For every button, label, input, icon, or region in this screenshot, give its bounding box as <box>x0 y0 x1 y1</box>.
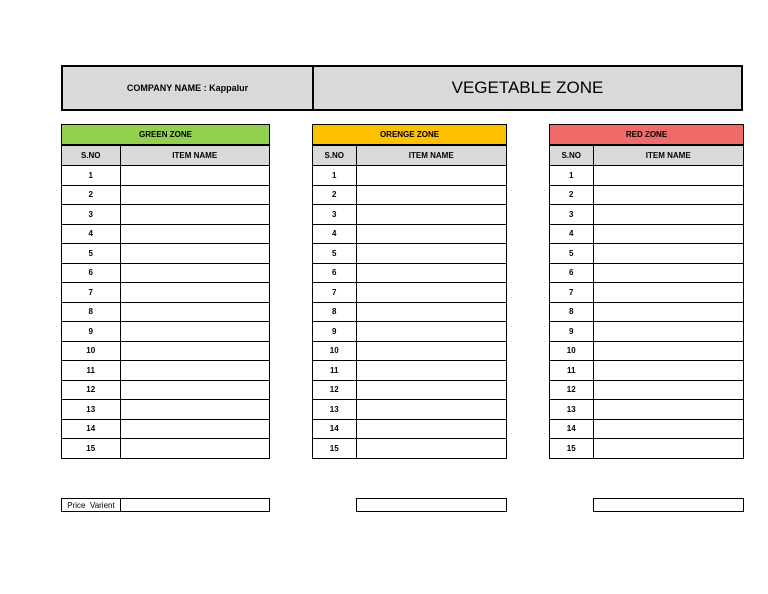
item-name-cell[interactable] <box>356 361 506 381</box>
sno-cell: 1 <box>313 166 356 186</box>
sno-cell: 4 <box>313 224 356 244</box>
table-row <box>550 185 743 205</box>
table-row <box>550 263 743 283</box>
item-name-cell[interactable] <box>356 244 506 264</box>
sno-cell: 12 <box>550 380 593 400</box>
sno-cell: 5 <box>313 244 356 264</box>
sno-cell: 10 <box>550 341 593 361</box>
table-row <box>313 224 506 244</box>
item-name-cell[interactable] <box>593 263 743 283</box>
table-row <box>313 283 506 303</box>
table-row <box>550 400 743 420</box>
table-row <box>550 244 743 264</box>
sno-cell: 11 <box>62 361 120 381</box>
sno-cell: 6 <box>550 263 593 283</box>
table-row <box>550 419 743 439</box>
table-row <box>550 166 743 186</box>
page-title: VEGETABLE ZONE <box>451 78 604 97</box>
sno-cell: 12 <box>313 380 356 400</box>
item-name-cell[interactable] <box>356 322 506 342</box>
item-name-cell[interactable] <box>120 302 269 322</box>
item-name-cell[interactable] <box>356 224 506 244</box>
table-row <box>313 341 506 361</box>
item-name-cell[interactable] <box>120 439 269 459</box>
sno-cell: 2 <box>62 185 120 205</box>
item-name-cell[interactable] <box>356 302 506 322</box>
table-row <box>62 224 269 244</box>
sno-cell: 9 <box>313 322 356 342</box>
item-name-cell[interactable] <box>356 380 506 400</box>
table-row <box>62 322 269 342</box>
table-row <box>62 205 269 225</box>
price-varient-label: Price Varient <box>61 498 120 512</box>
table-row <box>313 380 506 400</box>
table-row <box>550 439 743 459</box>
item-name-cell[interactable] <box>120 283 269 303</box>
green-zone-table <box>61 124 270 459</box>
item-name-cell[interactable] <box>593 283 743 303</box>
table-row <box>550 302 743 322</box>
table-row <box>313 185 506 205</box>
sno-cell: 15 <box>550 439 593 459</box>
table-row <box>62 244 269 264</box>
table-row <box>313 205 506 225</box>
sno-cell: 9 <box>62 322 120 342</box>
item-name-cell[interactable] <box>120 361 269 381</box>
item-name-cell[interactable] <box>356 341 506 361</box>
item-name-cell[interactable] <box>356 400 506 420</box>
item-name-cell[interactable] <box>120 224 269 244</box>
sno-cell: 4 <box>62 224 120 244</box>
table-row <box>62 439 269 459</box>
item-name-header: ITEM NAME <box>120 146 269 166</box>
sno-cell: 15 <box>62 439 120 459</box>
item-name-header: ITEM NAME <box>593 146 743 166</box>
sno-cell: 8 <box>313 302 356 322</box>
item-name-cell[interactable] <box>120 166 269 186</box>
table-row <box>550 224 743 244</box>
sno-cell: 14 <box>313 419 356 439</box>
zone-title: ORENGE ZONE <box>313 125 506 145</box>
company-name: COMPANY NAME : Kappalur <box>63 67 314 109</box>
item-name-cell[interactable] <box>356 263 506 283</box>
item-name-cell[interactable] <box>593 302 743 322</box>
sno-cell: 5 <box>550 244 593 264</box>
sno-header: S.NO <box>550 146 593 166</box>
sno-cell: 8 <box>62 302 120 322</box>
item-name-cell[interactable] <box>356 283 506 303</box>
sno-cell: 3 <box>313 205 356 225</box>
item-name-cell[interactable] <box>120 419 269 439</box>
sno-cell: 11 <box>313 361 356 381</box>
table-row <box>313 166 506 186</box>
item-name-cell[interactable] <box>593 341 743 361</box>
item-name-cell[interactable] <box>120 185 269 205</box>
item-name-cell[interactable] <box>356 166 506 186</box>
table-row <box>62 419 269 439</box>
sno-cell: 1 <box>62 166 120 186</box>
item-name-cell[interactable] <box>593 166 743 186</box>
table-row <box>550 283 743 303</box>
table-row <box>62 302 269 322</box>
sno-cell: 8 <box>550 302 593 322</box>
price-varient-input-green[interactable] <box>120 498 270 512</box>
item-name-cell[interactable] <box>120 322 269 342</box>
price-varient-input-red[interactable] <box>593 498 744 512</box>
table-row <box>313 263 506 283</box>
table-row <box>550 341 743 361</box>
sno-cell: 14 <box>550 419 593 439</box>
item-name-cell[interactable] <box>593 224 743 244</box>
table-row <box>62 263 269 283</box>
sno-cell: 4 <box>550 224 593 244</box>
red-zone-table <box>549 124 744 459</box>
sno-cell: 11 <box>550 361 593 381</box>
sno-cell: 15 <box>313 439 356 459</box>
item-name-cell[interactable] <box>593 380 743 400</box>
sno-cell: 3 <box>550 205 593 225</box>
sno-cell: 6 <box>62 263 120 283</box>
table-row <box>62 341 269 361</box>
price-varient-input-orenge[interactable] <box>356 498 507 512</box>
item-name-cell[interactable] <box>593 419 743 439</box>
item-name-cell[interactable] <box>356 205 506 225</box>
sno-cell: 7 <box>550 283 593 303</box>
sno-header: S.NO <box>313 146 356 166</box>
table-row <box>62 380 269 400</box>
item-name-cell[interactable] <box>120 205 269 225</box>
table-row <box>313 322 506 342</box>
sno-header: S.NO <box>62 146 120 166</box>
item-name-cell[interactable] <box>593 400 743 420</box>
sno-cell: 2 <box>550 185 593 205</box>
item-name-cell[interactable] <box>120 244 269 264</box>
sno-cell: 9 <box>550 322 593 342</box>
table-row <box>313 439 506 459</box>
item-name-cell[interactable] <box>120 380 269 400</box>
item-name-cell[interactable] <box>120 263 269 283</box>
table-row <box>62 400 269 420</box>
item-name-cell[interactable] <box>356 439 506 459</box>
table-row <box>62 166 269 186</box>
sno-cell: 10 <box>313 341 356 361</box>
item-name-cell[interactable] <box>120 341 269 361</box>
table-row <box>313 244 506 264</box>
sno-cell: 13 <box>313 400 356 420</box>
sno-cell: 12 <box>62 380 120 400</box>
item-name-cell[interactable] <box>593 205 743 225</box>
table-row <box>313 302 506 322</box>
item-name-cell[interactable] <box>593 322 743 342</box>
table-row <box>550 380 743 400</box>
item-name-cell[interactable] <box>120 400 269 420</box>
table-row <box>62 283 269 303</box>
sno-cell: 1 <box>550 166 593 186</box>
item-name-cell[interactable] <box>593 361 743 381</box>
sno-cell: 2 <box>313 185 356 205</box>
table-row <box>313 400 506 420</box>
item-name-cell[interactable] <box>593 244 743 264</box>
orenge-zone-table <box>312 124 507 459</box>
table-row <box>313 419 506 439</box>
table-row <box>550 361 743 381</box>
sno-cell: 5 <box>62 244 120 264</box>
item-name-cell[interactable] <box>593 439 743 459</box>
table-row <box>550 205 743 225</box>
sno-cell: 7 <box>62 283 120 303</box>
sno-cell: 3 <box>62 205 120 225</box>
sno-cell: 6 <box>313 263 356 283</box>
item-name-cell[interactable] <box>356 185 506 205</box>
sno-cell: 13 <box>550 400 593 420</box>
table-row <box>62 185 269 205</box>
sno-cell: 13 <box>62 400 120 420</box>
sno-cell: 14 <box>62 419 120 439</box>
item-name-header: ITEM NAME <box>356 146 506 166</box>
item-name-cell[interactable] <box>593 185 743 205</box>
sno-cell: 10 <box>62 341 120 361</box>
sheet-header <box>61 65 743 111</box>
item-name-cell[interactable] <box>356 419 506 439</box>
table-row <box>550 322 743 342</box>
zone-title: RED ZONE <box>550 125 743 145</box>
table-row <box>313 361 506 381</box>
sno-cell: 7 <box>313 283 356 303</box>
table-row <box>62 361 269 381</box>
zone-title: GREEN ZONE <box>62 125 269 145</box>
